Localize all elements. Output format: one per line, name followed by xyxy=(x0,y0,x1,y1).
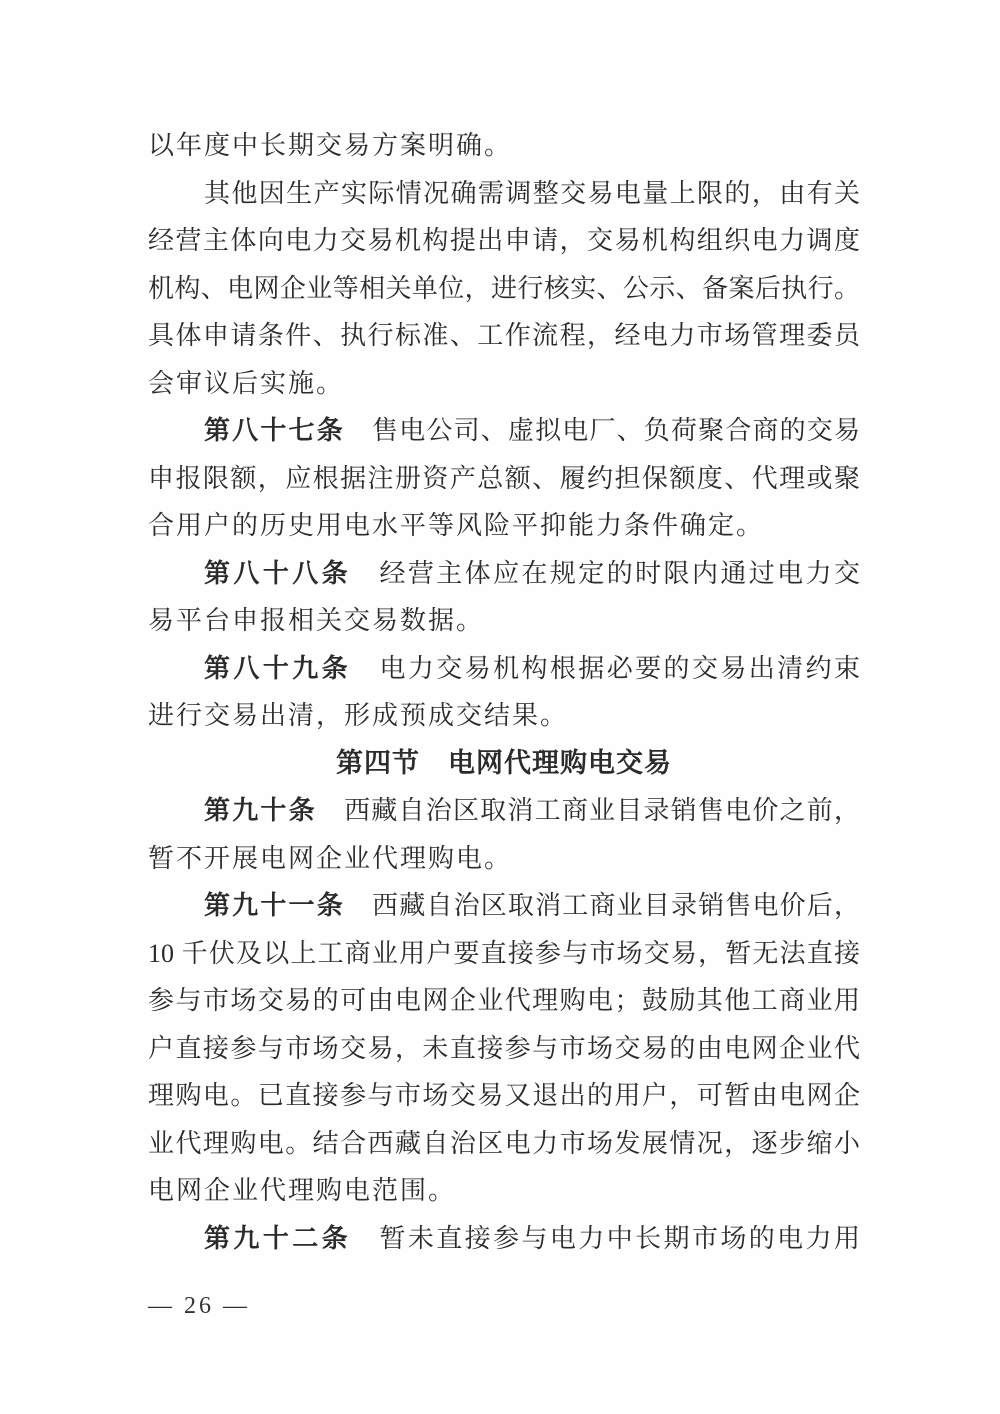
section-heading-text: 第四节 电网代理购电交易 xyxy=(336,747,672,778)
text-line xyxy=(148,930,860,978)
text-segment: 其他因生产实际情况确需调整交易电量上限的，由有关 xyxy=(204,178,860,208)
text-segment: 会审议后实施。 xyxy=(148,368,345,398)
page-number: — 26 — xyxy=(148,1293,250,1319)
text-segment: 合用户的历史用电水平等风险平抑能力条件确定。 xyxy=(148,511,765,540)
text-line xyxy=(148,787,860,835)
text-segment: 经营主体向电力交易机构提出申请，交易机构组织电力调度 xyxy=(148,226,860,255)
text-segment: 理购电。已直接参与市场交易又退出的用户，可暂由电网企 xyxy=(148,1081,860,1110)
text-line xyxy=(148,170,860,218)
text-line xyxy=(148,312,860,360)
text-line xyxy=(148,1120,860,1168)
text-segment: 西藏自治区取消工商业目录销售电价后， xyxy=(344,891,860,920)
text-line xyxy=(148,645,860,693)
text-segment: 参与市场交易的可由电网企业代理购电；鼓励其他工商业用 xyxy=(148,986,860,1015)
text-line xyxy=(148,122,860,170)
text-line xyxy=(148,455,860,503)
text-line xyxy=(148,1025,860,1073)
text-line xyxy=(148,1167,860,1215)
text-segment: 申报限额，应根据注册资产总额、履约担保额度、代理或聚 xyxy=(148,463,860,493)
text-segment: 西藏自治区取消工商业目录销售电价之前， xyxy=(316,796,860,825)
text-segment: 具体申请条件、执行标准、工作流程，经电力市场管理委员 xyxy=(148,321,860,350)
text-line xyxy=(148,1072,860,1120)
text-segment: 售电公司、虚拟电厂、负荷聚合商的交易 xyxy=(344,416,860,445)
text-line xyxy=(148,265,860,313)
article-number: 第九十一条 xyxy=(204,890,345,920)
text-line xyxy=(148,1215,860,1263)
text-segment: 户直接参与市场交易，未直接参与市场交易的由电网企业代 xyxy=(148,1033,860,1063)
text-segment: 暂不开展电网企业代理购电。 xyxy=(148,843,513,873)
article-number: 第九十二条 xyxy=(204,1222,352,1253)
text-segment: 以年度中长期交易方案明确。 xyxy=(148,131,513,160)
text-segment: 电力交易机构根据必要的交易出清约束 xyxy=(351,653,860,683)
text-segment: 经营主体应在规定的时限内通过电力交 xyxy=(351,558,860,588)
article-number: 第八十九条 xyxy=(204,652,352,683)
section-heading xyxy=(148,740,860,788)
text-line xyxy=(148,217,860,265)
text-line xyxy=(148,882,860,930)
text-segment: 机构、电网企业等相关单位，进行核实、公示、备案后执行。 xyxy=(148,273,860,303)
text-line xyxy=(148,835,860,883)
text-segment: 易平台申报相关交易数据。 xyxy=(148,606,485,635)
article-number: 第九十条 xyxy=(204,795,317,825)
text-line xyxy=(148,977,860,1025)
document-lines xyxy=(148,122,860,1262)
text-segment: 10 千伏及以上工商业用户要直接参与市场交易，暂无法直接 xyxy=(148,938,860,968)
text-line xyxy=(148,597,860,645)
article-number: 第八十八条 xyxy=(204,557,352,588)
text-line xyxy=(148,502,860,550)
text-segment: 电网企业代理购电范围。 xyxy=(148,1176,457,1205)
text-line xyxy=(148,550,860,598)
text-line xyxy=(148,360,860,408)
text-segment: 暂未直接参与电力中长期市场的电力用 xyxy=(351,1223,860,1253)
text-segment: 业代理购电。结合西藏自治区电力市场发展情况，逐步缩小 xyxy=(148,1128,860,1158)
text-line xyxy=(148,407,860,455)
text-segment: 进行交易出清，形成预成交结果。 xyxy=(148,701,569,730)
article-number: 第八十七条 xyxy=(204,415,345,445)
text-line xyxy=(148,692,860,740)
